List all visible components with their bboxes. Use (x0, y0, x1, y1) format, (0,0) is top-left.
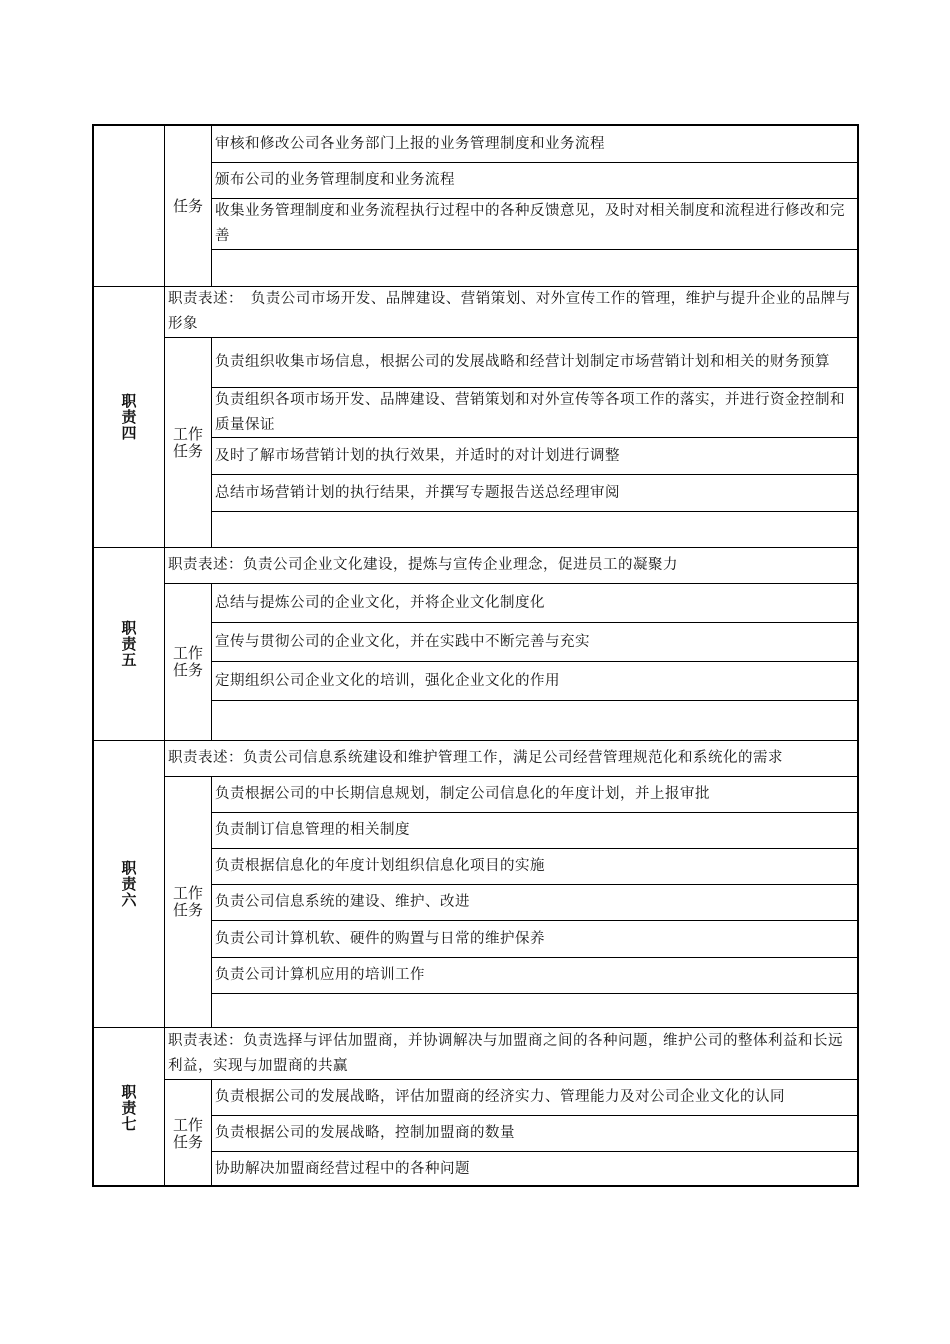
task-row: 协助解决加盟商经营过程中的各种问题 (215, 1161, 470, 1177)
task-row: 负责公司计算机应用的培训工作 (215, 967, 425, 983)
task-row: 负责根据公司的中长期信息规划，制定公司信息化的年度计划，并上报审批 (215, 786, 710, 802)
section-divider (94, 1027, 859, 1028)
task-row: 负责根据信息化的年度计划组织信息化项目的实施 (215, 858, 545, 874)
task-row: 负责组织各项市场开发、品牌建设、营销策划和对外宣传等各项工作的落实，并进行资金控制和质量保证 (215, 391, 845, 433)
grid-line (211, 957, 859, 958)
task-row: 收集业务管理制度和业务流程执行过程中的各种反馈意见，及时对相关制度和流程进行修改和完善 (215, 203, 845, 244)
grid-line (211, 511, 859, 512)
grid-line (164, 337, 859, 338)
section-divider (94, 547, 859, 548)
task-row (212, 250, 859, 286)
task-row: 负责公司计算机软、硬件的购置与日常的维护保养 (215, 930, 545, 947)
grid-line (211, 993, 859, 994)
duty-label-cell (94, 548, 164, 740)
grid-line (164, 583, 859, 584)
duty-label-cell (94, 287, 164, 547)
task-row: 颁布公司的业务管理制度和业务流程 (215, 172, 455, 188)
grid-line (211, 249, 859, 250)
task-label-cell (165, 1080, 211, 1187)
grid-line (211, 622, 859, 623)
grid-line (211, 776, 212, 1027)
grid-line (211, 920, 859, 921)
task-row: 总结市场营销计划的执行结果，并撰写专题报告送总经理审阅 (215, 484, 620, 501)
task-row: 负责制订信息管理的相关制度 (215, 822, 410, 838)
grid-line (211, 126, 212, 286)
task-row: 负责根据公司的发展战略，控制加盟商的数量 (215, 1125, 515, 1141)
duty-statement: 职责表述： 负责公司市场开发、品牌建设、营销策划、对外宣传工作的管理，维护与提升企业的品牌与形象 (168, 291, 851, 332)
grid-line (211, 437, 859, 438)
section-divider (94, 286, 859, 287)
task-label: 工作任务 (172, 644, 203, 679)
task-label-cell (165, 338, 211, 547)
duty-label: 职责六 (119, 860, 138, 908)
duty-label: 职责七 (119, 1083, 138, 1132)
task-row (212, 994, 859, 1027)
task-label-cell (165, 126, 211, 286)
duty-label-cell (94, 741, 164, 1027)
grid-line (211, 162, 859, 163)
duty-label: 职责四 (119, 393, 138, 441)
section-divider (94, 740, 859, 741)
grid-line (164, 1079, 859, 1080)
task-row: 及时了解市场营销计划的执行效果，并适时的对计划进行调整 (215, 447, 620, 464)
task-label-cell (165, 584, 211, 740)
task-row: 负责组织收集市场信息，根据公司的发展战略和经营计划制定市场营销计划和相关的财务预算 (215, 354, 830, 370)
grid-line (211, 1151, 859, 1152)
grid-line (211, 387, 859, 388)
task-row: 负责根据公司的发展战略，评估加盟商的经济实力、管理能力及对公司企业文化的认同 (215, 1089, 785, 1105)
grid-line (211, 474, 859, 475)
duty-table (92, 124, 859, 1187)
task-row: 负责公司信息系统的建设、维护、改进 (215, 894, 470, 910)
grid-line (211, 198, 859, 199)
task-row: 宣传与贯彻公司的企业文化，并在实践中不断完善与充实 (215, 633, 590, 650)
task-row: 审核和修改公司各业务部门上报的业务管理制度和业务流程 (215, 135, 605, 152)
grid-line (211, 848, 859, 849)
grid-line (211, 700, 859, 701)
task-row: 总结与提炼公司的企业文化，并将企业文化制度化 (215, 594, 545, 611)
duty-label-cell (94, 1028, 164, 1187)
grid-line (211, 661, 859, 662)
task-row (212, 701, 859, 740)
grid-line (164, 776, 859, 777)
grid-line (211, 812, 859, 813)
task-row: 定期组织公司企业文化的培训，强化企业文化的作用 (215, 672, 560, 689)
task-label: 工作任务 (172, 424, 203, 460)
grid-line (211, 884, 859, 885)
task-label: 工作任务 (172, 1115, 203, 1151)
grid-line (211, 1079, 212, 1187)
task-label: 任务 (172, 196, 203, 215)
duty-statement: 职责表述：负责公司企业文化建设，提炼与宣传企业理念，促进员工的凝聚力 (168, 557, 678, 573)
grid-line (211, 337, 212, 547)
duty-statement: 职责表述：负责公司信息系统建设和维护管理工作，满足公司经营管理规范化和系统化的需求 (168, 750, 783, 766)
task-label: 工作任务 (172, 884, 203, 919)
task-row (212, 512, 859, 547)
task-label-cell (165, 777, 211, 1027)
grid-line (211, 1115, 859, 1116)
duty-label: 职责五 (119, 620, 138, 668)
duty-label-cell (94, 126, 164, 286)
duty-statement: 职责表述：负责选择与评估加盟商，并协调解决与加盟商之间的各种问题，维护公司的整体利益和长远利益，实现与加盟商的共赢 (168, 1032, 843, 1074)
